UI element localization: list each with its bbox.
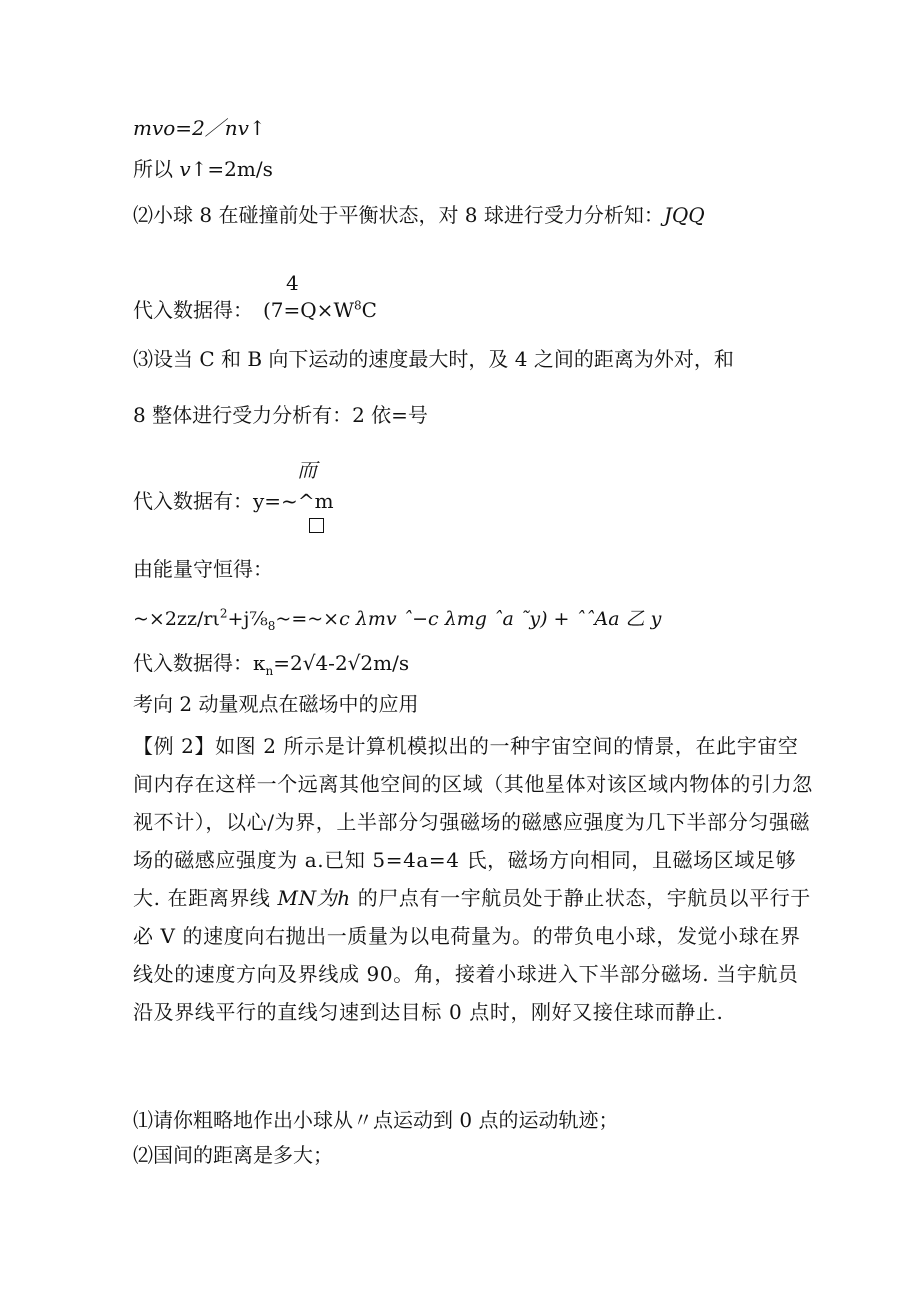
substitution-value-3: =2√4-2√2m/s (273, 651, 410, 675)
substitution-unit-1: C (361, 298, 377, 322)
energy-equation-part-b: +j⅞ (227, 608, 268, 630)
step-3-intro: ⑶设当 C 和 B 向下运动的速度最大时，及 4 之间的距离为外对，和 (133, 347, 734, 371)
example-2-paragraph (133, 727, 813, 1031)
substitution-formula-1: (7=Q×W (263, 298, 354, 322)
result-velocity-symbol: v↑ (179, 157, 208, 181)
example-2-text-a: 【例 2】如图 2 所示是计算机模拟出的一种宇宙空间的情景，在此宇宙空间内存在这样一个远离其他空间的区域（其他星体对该区域内物体的引力忽视不计），以心/为界，上半部分匀强磁场的磁感应强度为几下半部分匀强磁场的磁感应强度为 a.已知 5=4a=4 氏，磁场方向相同，且磁场区域足够大. 在距离界线 (133, 734, 813, 910)
energy-equation-part-c: ~=~× (275, 608, 340, 630)
substitution-label-3: 代入数据得：κ (133, 651, 266, 675)
energy-equation-part-a: ~×2zz/rι (133, 608, 220, 630)
step-2-text: ⑵小球 8 在碰撞前处于平衡状态，对 8 球进行受力分析知： (133, 203, 664, 227)
step-2-formula: JQQ (663, 203, 705, 227)
step-2-intro (133, 202, 705, 228)
substitution-result-2: 代入数据有：y=~^m (133, 489, 334, 513)
energy-equation-sub: 8 (267, 618, 276, 633)
question-2: ⑵国间的距离是多大； (133, 1143, 333, 1167)
question-1: ⑴请你粗略地作出小球从〃点运动到 0 点的运动轨迹； (133, 1108, 619, 1132)
result-velocity-prefix: 所以 (133, 157, 173, 181)
substitution-result-1 (133, 297, 377, 323)
example-2-text-b: 的尸点有一宇航员处于静止状态，宇航员以平行于必 V 的速度向右抛出一质量为以电荷量为。的带负电小球，发觉小球在界线处的速度方向及界线成 90。角，接着小球进入下半部分磁场. 当宇航员沿及界线平行的直线匀速到达目标 0 点时，刚好又接住球而静止. (133, 886, 811, 1024)
example-2-italic: MN为h (277, 886, 351, 910)
equation-momentum: mvo=2／nv↑ (133, 116, 266, 140)
placeholder-box-icon (309, 518, 324, 533)
substitution-exponent-1: 8 (354, 298, 362, 313)
fraction-numerator: 4 (286, 271, 299, 295)
substitution-subscript-3: n (265, 664, 274, 678)
step-3-analysis: 8 整体进行受力分析有：2 依=号 (133, 403, 428, 427)
substitution-label-1: 代入数据得： (133, 298, 253, 322)
result-velocity-value: =2m/s (207, 157, 273, 181)
energy-equation-part-d: c λmv ˆ−c λmg ˆa ˜y) + ˆˆAa 乙 y (339, 608, 662, 630)
energy-equation (133, 606, 661, 632)
substitution-result-3 (133, 650, 409, 676)
result-velocity (133, 156, 273, 182)
section-heading: 考向 2 动量观点在磁场中的应用 (133, 692, 419, 716)
fraction-top-glyph: 而 (297, 458, 317, 482)
energy-conservation-label: 由能量守恒得： (133, 557, 273, 581)
energy-equation-exp: 2 (219, 606, 228, 621)
